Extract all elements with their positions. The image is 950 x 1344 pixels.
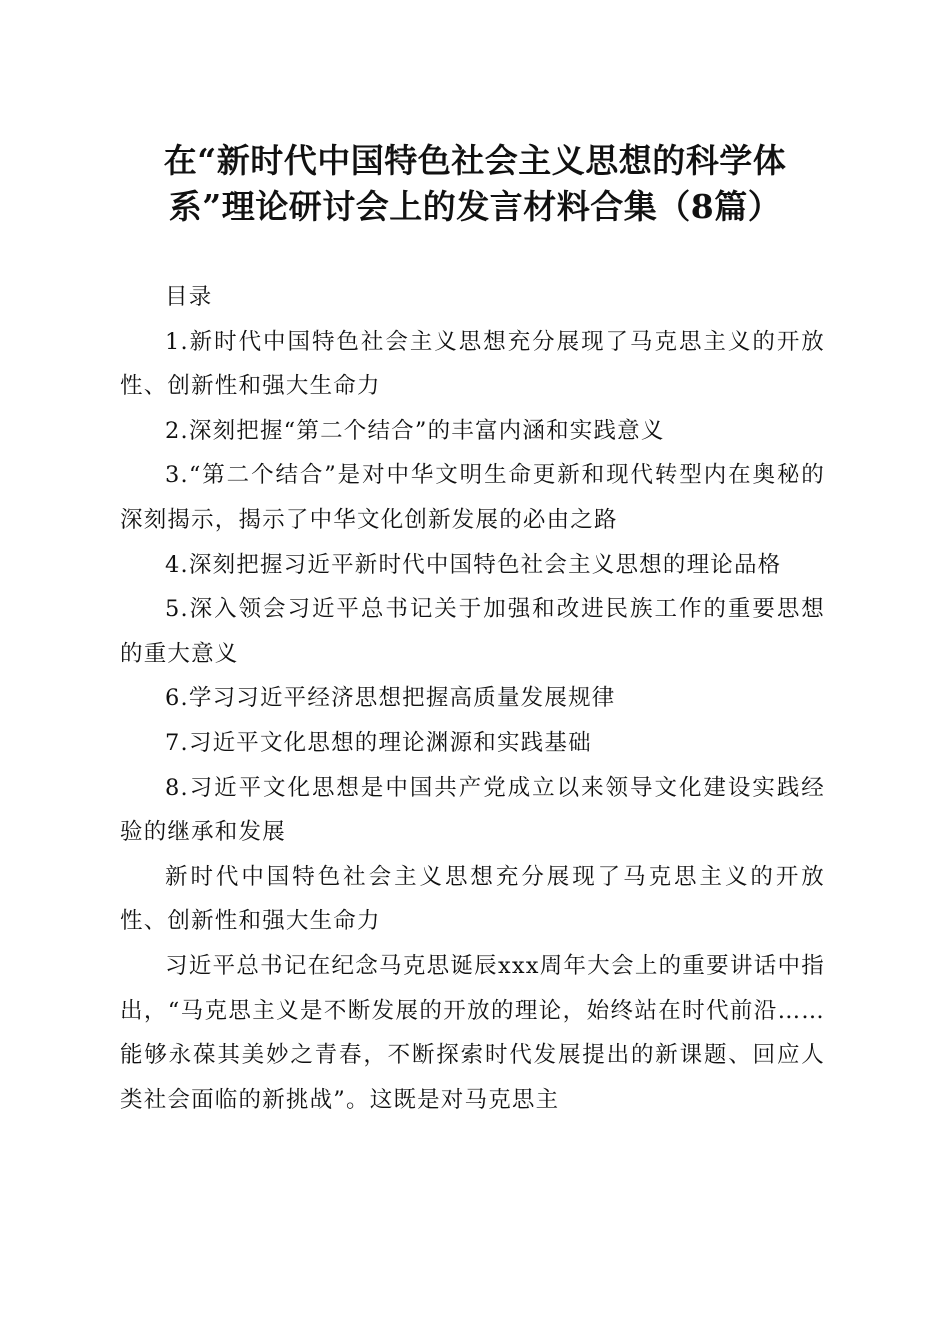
body-paragraph: 习近平总书记在纪念马克思诞辰xxx周年大会上的重要讲话中指出，“马克思主义是不断发展的开放的理论，始终站在时代前沿……能够永葆其美妙之青春，不断探索时代发展提出的新课题、回应人类社会面临的新挑战”。这既是对马克思主 — [120, 952, 825, 1113]
document-body — [120, 275, 825, 1122]
title-line-2: 系”理论研讨会上的发言材料合集（8篇） — [168, 187, 782, 226]
toc-item-8: 8.习近平文化思想是中国共产党成立以来领导文化建设实践经验的继承和发展 — [120, 774, 825, 846]
toc-item-4: 4.深刻把握习近平新时代中国特色社会主义思想的理论品格 — [165, 551, 782, 578]
title-line-1: 在“新时代中国特色社会主义思想的科学体 — [163, 141, 787, 180]
toc-item-5: 5.深入领会习近平总书记关于加强和改进民族工作的重要思想的重大意义 — [120, 596, 825, 667]
toc-item-1: 1.新时代中国特色社会主义思想充分展现了马克思主义的开放性、创新性和强大生命力 — [120, 328, 825, 400]
toc-item-2: 2.深刻把握“第二个结合”的丰富内涵和实践意义 — [165, 417, 665, 444]
toc-heading: 目录 — [165, 284, 213, 310]
document-title — [110, 138, 840, 230]
toc-item-3: 3.“第二个结合”是对中华文明生命更新和现代转型内在奥秘的深刻揭示，揭示了中华文化创新发展的必由之路 — [120, 462, 825, 533]
toc-item-6: 6.学习习近平经济思想把握高质量发展规律 — [165, 685, 616, 712]
toc-item-7: 7.习近平文化思想的理论渊源和实践基础 — [165, 729, 592, 756]
section-heading: 新时代中国特色社会主义思想充分展现了马克思主义的开放性、创新性和强大生命力 — [120, 863, 825, 935]
